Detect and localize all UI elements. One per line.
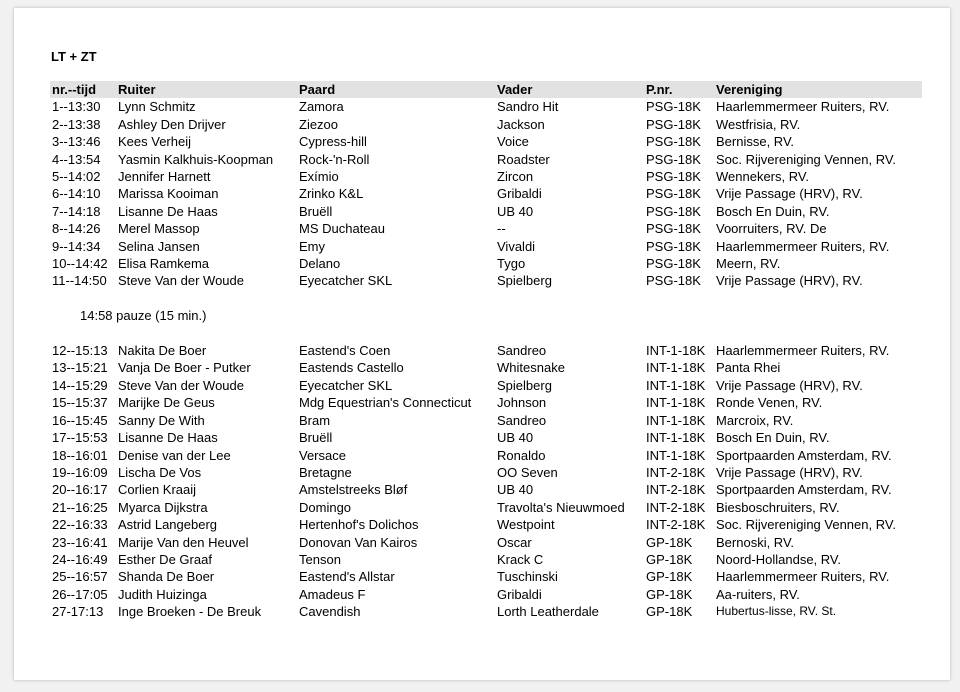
cell-nr-tijd: 13--15:21 [52, 360, 108, 376]
cell-nr-tijd: 17--15:53 [52, 430, 108, 446]
cell-ruiter: Steve Van der Woude [118, 377, 244, 393]
header-ruiter: Ruiter [116, 81, 297, 98]
table-row [50, 359, 922, 376]
cell-vereniging: Sportpaarden Amsterdam, RV. [716, 482, 892, 498]
cell-pnr: PSG-18K [646, 151, 701, 167]
cell-ruiter: Corlien Kraaij [118, 482, 197, 498]
cell-pnr: INT-1-18K [646, 377, 706, 393]
cell-nr-tijd: 24--16:49 [52, 551, 108, 567]
cell-nr-tijd: 25--16:57 [52, 569, 108, 585]
cell-ruiter: Sanny De With [118, 412, 205, 428]
cell-ruiter: Marissa Kooiman [118, 186, 219, 202]
cell-vereniging: Meern, RV. [716, 256, 781, 272]
table-row [50, 429, 922, 446]
cell-paard: Amadeus F [299, 586, 366, 602]
cell-ruiter: Lischa De Vos [118, 464, 202, 480]
cell-paard: Zamora [299, 99, 344, 115]
cell-pnr: PSG-18K [646, 203, 701, 219]
table-row [50, 516, 922, 533]
cell-ruiter: Yasmin Kalkhuis-Koopman [118, 151, 274, 167]
table-row [50, 586, 922, 603]
cell-pnr: GP-18K [646, 586, 693, 602]
cell-ruiter: Steve Van der Woude [118, 273, 244, 289]
cell-ruiter: Jennifer Harnett [118, 169, 211, 185]
cell-paard: Cavendish [299, 604, 361, 620]
cell-vereniging: Biesboschruiters, RV. [716, 499, 840, 515]
cell-ruiter: Marije Van den Heuvel [118, 534, 249, 550]
table-row [50, 342, 922, 359]
table-row [50, 499, 922, 516]
cell-vader: Johnson [497, 395, 547, 411]
cell-paard: Eastend's Allstar [299, 569, 395, 585]
table-row [50, 255, 922, 272]
cell-paard: Tenson [299, 551, 341, 567]
table-row [50, 98, 922, 115]
cell-vader: Sandreo [497, 412, 547, 428]
cell-vader: UB 40 [497, 430, 534, 446]
table-header-row [50, 81, 922, 98]
cell-pnr: PSG-18K [646, 221, 701, 237]
cell-vereniging: Ronde Venen, RV. [716, 395, 823, 411]
cell-vereniging: Voorruiters, RV. De [716, 221, 827, 237]
cell-vader: OO Seven [497, 464, 558, 480]
cell-pnr: INT-1-18K [646, 430, 706, 446]
cell-pnr: INT-2-18K [646, 464, 706, 480]
cell-pnr: PSG-18K [646, 256, 701, 272]
cell-paard: Domingo [299, 499, 352, 515]
table-row [50, 603, 922, 620]
cell-vereniging: Haarlemmermeer Ruiters, RV. [716, 569, 890, 585]
cell-vader: -- [497, 221, 506, 237]
cell-ruiter: Astrid Langeberg [118, 517, 218, 533]
cell-vader: Gribaldi [497, 186, 542, 202]
cell-vereniging: Soc. Rijvereniging Vennen, RV. [716, 151, 896, 167]
cell-pnr: INT-1-18K [646, 447, 706, 463]
table-row [50, 551, 922, 568]
cell-nr-tijd: 3--13:46 [52, 134, 101, 150]
cell-pnr: PSG-18K [646, 116, 701, 132]
cell-vereniging: Vrije Passage (HRV), RV. [716, 273, 863, 289]
cell-ruiter: Selina Jansen [118, 238, 200, 254]
cell-ruiter: Lisanne De Haas [118, 203, 218, 219]
cell-vader: UB 40 [497, 482, 534, 498]
table-row [50, 272, 922, 289]
cell-vereniging: Bernisse, RV. [716, 134, 795, 150]
cell-ruiter: Judith Huizinga [118, 586, 207, 602]
cell-vader: Oscar [497, 534, 532, 550]
cell-vereniging: Panta Rhei [716, 360, 781, 376]
table-row [50, 238, 922, 255]
cell-vereniging: Vrije Passage (HRV), RV. [716, 464, 863, 480]
cell-pnr: PSG-18K [646, 238, 701, 254]
cell-nr-tijd: 27-17:13 [52, 604, 104, 620]
cell-ruiter: Merel Massop [118, 221, 200, 237]
cell-pnr: INT-1-18K [646, 412, 706, 428]
document-title: LT + ZT [51, 49, 97, 64]
cell-vereniging: Vrije Passage (HRV), RV. [716, 377, 863, 393]
cell-paard: Rock-'n-Roll [299, 151, 370, 167]
cell-vader: Jackson [497, 116, 545, 132]
header-paard: Paard [297, 81, 495, 98]
table-row [50, 220, 922, 237]
table-row [50, 481, 922, 498]
cell-ruiter: Kees Verheij [118, 134, 191, 150]
cell-vereniging: Haarlemmermeer Ruiters, RV. [716, 99, 890, 115]
cell-vader: Zircon [497, 169, 534, 185]
start-list-table [50, 81, 922, 621]
table-row [50, 447, 922, 464]
cell-vereniging: Bosch En Duin, RV. [716, 430, 830, 446]
cell-paard: Mdg Equestrian's Connecticut [299, 395, 472, 411]
cell-vader: Spielberg [497, 377, 552, 393]
cell-vader: Travolta's Nieuwmoed [497, 499, 625, 515]
cell-pnr: INT-1-18K [646, 343, 706, 359]
cell-paard: Delano [299, 256, 341, 272]
cell-paard: Bretagne [299, 464, 352, 480]
cell-vereniging: Hubertus-lisse, RV. St. [716, 604, 837, 619]
cell-nr-tijd: 6--14:10 [52, 186, 101, 202]
cell-paard: Eastend's Coen [299, 343, 391, 359]
spacer-row [50, 290, 922, 307]
cell-paard: Amstelstreeks Bløf [299, 482, 408, 498]
cell-vereniging: Noord-Hollandse, RV. [716, 551, 842, 567]
cell-pnr: PSG-18K [646, 169, 701, 185]
pause-text: 14:58 pauze (15 min.) [80, 308, 207, 324]
cell-nr-tijd: 5--14:02 [52, 169, 101, 185]
cell-vereniging: Soc. Rijvereniging Vennen, RV. [716, 517, 896, 533]
cell-pnr: INT-2-18K [646, 499, 706, 515]
cell-paard: Bruëll [299, 203, 333, 219]
cell-nr-tijd: 23--16:41 [52, 534, 108, 550]
cell-paard: Donovan Van Kairos [299, 534, 418, 550]
cell-vader: Roadster [497, 151, 550, 167]
cell-nr-tijd: 2--13:38 [52, 116, 101, 132]
cell-pnr: GP-18K [646, 534, 693, 550]
cell-nr-tijd: 8--14:26 [52, 221, 101, 237]
cell-nr-tijd: 19--16:09 [52, 464, 108, 480]
cell-paard: Zrinko K&L [299, 186, 364, 202]
cell-ruiter: Marijke De Geus [118, 395, 215, 411]
cell-paard: Versace [299, 447, 346, 463]
cell-paard: Eastends Castello [299, 360, 404, 376]
cell-vereniging: Vrije Passage (HRV), RV. [716, 186, 863, 202]
table-row [50, 203, 922, 220]
cell-paard: Eyecatcher SKL [299, 377, 393, 393]
table-row [50, 168, 922, 185]
cell-vereniging: Bosch En Duin, RV. [716, 203, 830, 219]
table-row [50, 412, 922, 429]
cell-paard: Emy [299, 238, 325, 254]
table-row [50, 568, 922, 585]
cell-paard: Ziezoo [299, 116, 339, 132]
cell-pnr: PSG-18K [646, 99, 701, 115]
header-pnr: P.nr. [644, 81, 714, 98]
table-row [50, 394, 922, 411]
cell-ruiter: Esther De Graaf [118, 551, 212, 567]
cell-vader: Vivaldi [497, 238, 536, 254]
cell-nr-tijd: 7--14:18 [52, 203, 101, 219]
cell-nr-tijd: 15--15:37 [52, 395, 108, 411]
cell-vereniging: Westfrisia, RV. [716, 116, 801, 132]
cell-ruiter: Inge Broeken - De Breuk [118, 604, 262, 620]
cell-nr-tijd: 26--17:05 [52, 586, 108, 602]
cell-pnr: PSG-18K [646, 273, 701, 289]
cell-nr-tijd: 20--16:17 [52, 482, 108, 498]
cell-pnr: GP-18K [646, 569, 693, 585]
cell-vereniging: Aa-ruiters, RV. [716, 586, 800, 602]
cell-nr-tijd: 16--15:45 [52, 412, 108, 428]
cell-ruiter: Shanda De Boer [118, 569, 215, 585]
header-vereniging: Vereniging [714, 81, 922, 98]
cell-vader: Voice [497, 134, 529, 150]
cell-ruiter: Ashley Den Drijver [118, 116, 226, 132]
cell-pnr: INT-1-18K [646, 360, 706, 376]
cell-paard: Bram [299, 412, 331, 428]
table-row [50, 116, 922, 133]
cell-pnr: GP-18K [646, 604, 693, 620]
cell-vader: Westpoint [497, 517, 555, 533]
cell-vereniging: Haarlemmermeer Ruiters, RV. [716, 238, 890, 254]
cell-nr-tijd: 21--16:25 [52, 499, 108, 515]
cell-nr-tijd: 12--15:13 [52, 343, 108, 359]
cell-ruiter: Nakita De Boer [118, 343, 207, 359]
pause-row [50, 307, 922, 324]
cell-ruiter: Myarca Dijkstra [118, 499, 208, 515]
table-row [50, 151, 922, 168]
document-page [14, 8, 950, 680]
cell-paard: Eyecatcher SKL [299, 273, 393, 289]
cell-ruiter: Lynn Schmitz [118, 99, 196, 115]
cell-paard: Exímio [299, 169, 339, 185]
cell-vader: Ronaldo [497, 447, 546, 463]
cell-nr-tijd: 10--14:42 [52, 256, 108, 272]
cell-vereniging: Sportpaarden Amsterdam, RV. [716, 447, 892, 463]
header-nr-tijd: nr.--tijd [50, 81, 116, 98]
cell-pnr: PSG-18K [646, 186, 701, 202]
cell-vader: Gribaldi [497, 586, 542, 602]
table-row [50, 185, 922, 202]
cell-vader: UB 40 [497, 203, 534, 219]
cell-nr-tijd: 14--15:29 [52, 377, 108, 393]
cell-pnr: INT-2-18K [646, 482, 706, 498]
cell-pnr: INT-2-18K [646, 517, 706, 533]
cell-pnr: INT-1-18K [646, 395, 706, 411]
header-vader: Vader [495, 81, 644, 98]
cell-nr-tijd: 9--14:34 [52, 238, 101, 254]
cell-paard: MS Duchateau [299, 221, 385, 237]
cell-vader: Krack C [497, 551, 544, 567]
cell-vereniging: Wennekers, RV. [716, 169, 809, 185]
cell-nr-tijd: 4--13:54 [52, 151, 101, 167]
cell-vereniging: Haarlemmermeer Ruiters, RV. [716, 343, 890, 359]
cell-nr-tijd: 11--14:50 [52, 273, 107, 289]
cell-vereniging: Bernoski, RV. [716, 534, 795, 550]
cell-ruiter: Vanja De Boer - Putker [118, 360, 251, 376]
spacer-row [50, 325, 922, 342]
cell-vader: Sandreo [497, 343, 547, 359]
cell-pnr: PSG-18K [646, 134, 701, 150]
cell-paard: Bruëll [299, 430, 333, 446]
cell-ruiter: Lisanne De Haas [118, 430, 218, 446]
cell-pnr: GP-18K [646, 551, 693, 567]
table-row [50, 534, 922, 551]
cell-paard: Cypress-hill [299, 134, 367, 150]
cell-vader: Tygo [497, 256, 526, 272]
cell-vader: Spielberg [497, 273, 552, 289]
cell-nr-tijd: 22--16:33 [52, 517, 108, 533]
cell-nr-tijd: 18--16:01 [52, 447, 108, 463]
cell-vader: Whitesnake [497, 360, 565, 376]
table-row [50, 133, 922, 150]
cell-vereniging: Marcroix, RV. [716, 412, 794, 428]
cell-paard: Hertenhof's Dolichos [299, 517, 419, 533]
cell-ruiter: Elisa Ramkema [118, 256, 210, 272]
cell-nr-tijd: 1--13:30 [52, 99, 101, 115]
table-row [50, 464, 922, 481]
table-row [50, 377, 922, 394]
cell-vader: Sandro Hit [497, 99, 559, 115]
cell-vader: Tuschinski [497, 569, 558, 585]
cell-vader: Lorth Leatherdale [497, 604, 599, 620]
cell-ruiter: Denise van der Lee [118, 447, 231, 463]
